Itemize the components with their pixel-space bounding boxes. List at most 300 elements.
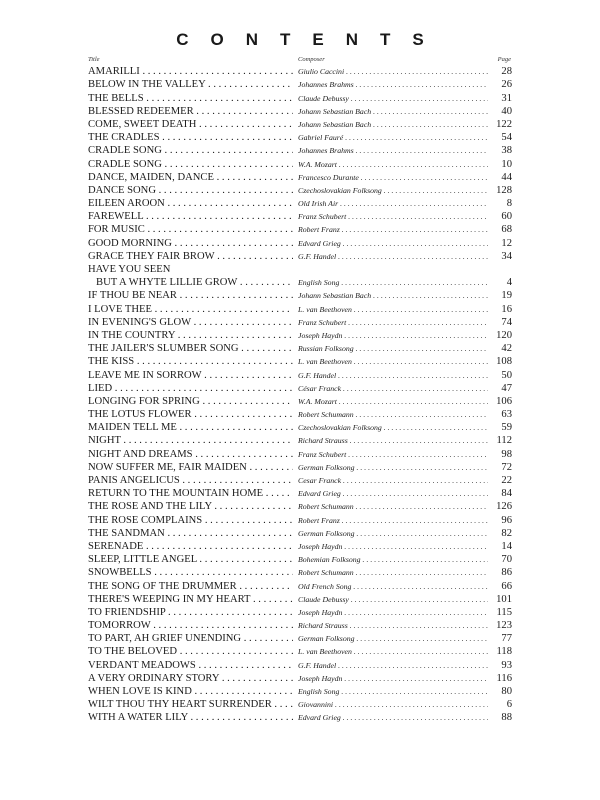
page-number: 54 — [501, 132, 512, 144]
list-item — [88, 185, 512, 198]
composer — [298, 93, 488, 105]
list-item — [88, 383, 512, 396]
song-title — [88, 79, 293, 91]
page-number: 19 — [501, 290, 512, 302]
song-title-text: GOOD MORNING — [88, 237, 172, 249]
song-title-text: WHEN LOVE IS KIND — [88, 686, 192, 698]
song-title-text: TO PART, AH GRIEF UNENDING — [88, 633, 242, 645]
list-item — [88, 198, 512, 211]
composer — [298, 290, 488, 302]
composer-text: Johannes Brahms — [298, 146, 354, 156]
song-title — [88, 449, 293, 461]
composer — [298, 528, 488, 540]
list-item — [88, 290, 512, 303]
song-title — [88, 633, 293, 645]
contents-list — [88, 66, 512, 725]
song-title-text: IF THOU BE NEAR — [88, 290, 177, 302]
composer — [298, 304, 488, 316]
composer-text: Russian Folksong — [298, 344, 354, 354]
composer-text: Franz Schubert — [298, 317, 347, 327]
song-title — [88, 660, 293, 672]
song-title-text: DANCE, MAIDEN, DANCE — [88, 171, 214, 183]
page-number: 6 — [506, 699, 512, 711]
song-title-text: THE JAILER'S SLUMBER SONG — [88, 343, 239, 355]
column-header-page: Page — [497, 56, 511, 63]
song-title-text: TOMORROW — [88, 620, 151, 632]
page-number: 126 — [496, 501, 512, 513]
song-title — [88, 343, 293, 355]
composer — [298, 462, 488, 474]
list-item — [88, 712, 512, 725]
composer — [298, 145, 488, 157]
composer — [298, 119, 488, 131]
song-title — [88, 554, 293, 566]
composer-text: Edvard Grieg — [298, 238, 341, 248]
composer — [298, 159, 488, 171]
page-number: 4 — [506, 277, 512, 289]
composer-text: Bohemian Folksong — [298, 555, 361, 565]
song-title — [88, 172, 293, 184]
composer — [298, 435, 488, 447]
list-item — [88, 686, 512, 699]
composer — [298, 515, 488, 527]
page-number: 123 — [496, 620, 512, 632]
column-header-title: Title — [88, 56, 100, 63]
song-title-text: NIGHT AND DREAMS — [88, 448, 193, 460]
composer-text: Robert Franz — [298, 225, 340, 235]
composer — [298, 356, 488, 368]
list-item — [88, 356, 512, 369]
song-title-text: NOW SUFFER ME, FAIR MAIDEN — [88, 461, 247, 473]
list-item — [88, 620, 512, 633]
song-title-line2-text: BUT A WHYTE LILLIE GROW — [96, 277, 238, 289]
composer — [298, 488, 488, 500]
page-number: 40 — [501, 105, 512, 117]
page-number: 106 — [496, 395, 512, 407]
list-item — [88, 92, 512, 105]
list-item — [88, 119, 512, 132]
composer-text: Robert Schumann — [298, 502, 354, 512]
composer — [298, 238, 488, 250]
song-title — [88, 422, 293, 434]
composer-text: Franz Schubert — [298, 449, 347, 459]
song-title-text: THE ROSE COMPLAINS — [88, 514, 203, 526]
composer-text: German Folksong — [298, 634, 355, 644]
page-number: 63 — [501, 409, 512, 421]
composer-text: W.A. Mozart — [298, 159, 337, 169]
song-title — [88, 699, 293, 711]
list-item — [88, 106, 512, 119]
composer — [298, 185, 488, 197]
composer-text: L. van Beethoven — [298, 304, 352, 314]
page-number: 47 — [501, 382, 512, 394]
composer — [298, 607, 488, 619]
list-item — [88, 475, 512, 488]
page-number: 34 — [501, 250, 512, 262]
composer-text: Giovannini — [298, 700, 334, 710]
song-title — [88, 238, 293, 250]
song-title-text: THE SANDMAN — [88, 527, 165, 539]
song-title — [88, 370, 293, 382]
list-item — [88, 172, 512, 185]
page-number: 116 — [496, 672, 512, 684]
composer-text: Old Irish Air — [298, 199, 339, 209]
composer — [298, 620, 488, 632]
composer-text: Richard Strauss — [298, 621, 348, 631]
composer-text: Cesar Franck — [298, 476, 342, 486]
list-item — [88, 699, 512, 712]
composer — [298, 66, 488, 78]
song-title-text: THE LOTUS FLOWER — [88, 409, 192, 421]
song-title — [88, 290, 293, 302]
list-item — [88, 567, 512, 580]
list-item — [88, 330, 512, 343]
composer — [298, 475, 488, 487]
list-item — [88, 396, 512, 409]
song-title-text: IN THE COUNTRY — [88, 329, 176, 341]
composer-text: L. van Beethoven — [298, 357, 352, 367]
list-item — [88, 501, 512, 514]
page-number: 122 — [496, 118, 512, 130]
song-title-text: VERDANT MEADOWS — [88, 659, 196, 671]
song-title — [88, 304, 293, 316]
list-item — [88, 264, 512, 290]
page-number: 12 — [501, 237, 512, 249]
composer — [298, 594, 488, 606]
song-title — [88, 541, 293, 553]
page-number: 66 — [501, 580, 512, 592]
song-title-text: DANCE SONG — [88, 184, 156, 196]
composer-text: Joseph Haydn — [298, 607, 343, 617]
song-title-text: THE KISS — [88, 356, 135, 368]
composer — [298, 211, 488, 223]
composer-text: Francesco Durante — [298, 172, 359, 182]
composer — [298, 581, 488, 593]
composer — [298, 686, 488, 698]
song-title-text: LONGING FOR SPRING — [88, 395, 200, 407]
composer — [298, 409, 488, 421]
list-item — [88, 145, 512, 158]
song-title — [88, 132, 293, 144]
list-item — [88, 607, 512, 620]
list-item — [88, 514, 512, 527]
page-number: 108 — [496, 356, 512, 368]
composer-text: English Song — [298, 278, 340, 288]
page-number: 93 — [501, 659, 512, 671]
page-number: 101 — [496, 593, 512, 605]
song-title-text: TO FRIENDSHIP — [88, 606, 166, 618]
song-title-text: RETURN TO THE MOUNTAIN HOME — [88, 488, 264, 500]
composer — [298, 317, 488, 329]
page-number: 10 — [501, 158, 512, 170]
page-number: 98 — [501, 448, 512, 460]
song-title — [88, 106, 293, 118]
composer-text: English Song — [298, 687, 340, 697]
song-title — [88, 462, 293, 474]
list-item — [88, 422, 512, 435]
composer — [298, 712, 488, 724]
page-number: 22 — [501, 475, 512, 487]
page-number: 60 — [501, 211, 512, 223]
song-title — [88, 581, 293, 593]
list-item — [88, 224, 512, 237]
song-title-text: COME, SWEET DEATH — [88, 118, 197, 130]
page-number: 118 — [496, 646, 512, 658]
composer-text: G.F. Handel — [298, 251, 337, 261]
song-title — [88, 712, 293, 724]
composer — [298, 172, 488, 184]
song-title — [88, 224, 293, 236]
page-number: 84 — [501, 488, 512, 500]
song-title — [88, 409, 293, 421]
page-number: 88 — [501, 712, 512, 724]
composer-text: Joseph Haydn — [298, 541, 343, 551]
composer-text: Old French Song — [298, 581, 352, 591]
list-item — [88, 409, 512, 422]
composer-text: Johann Sebastian Bach — [298, 291, 372, 301]
list-item — [88, 369, 512, 382]
page-number: 26 — [501, 79, 512, 91]
composer-text: W.A. Mozart — [298, 396, 337, 406]
composer — [298, 370, 488, 382]
composer-text: Robert Schumann — [298, 410, 354, 420]
page-number: 28 — [501, 66, 512, 78]
song-title — [88, 211, 293, 223]
song-title-line2 — [88, 276, 293, 289]
composer-text: Claude Debussy — [298, 93, 349, 103]
page-number: 96 — [501, 514, 512, 526]
page-number: 38 — [501, 145, 512, 157]
song-title — [88, 93, 293, 105]
song-title — [88, 317, 293, 329]
song-title — [88, 488, 293, 500]
composer-text: Joseph Haydn — [298, 673, 343, 683]
song-title — [88, 620, 293, 632]
composer — [298, 699, 488, 711]
page-number: 42 — [501, 343, 512, 355]
song-title — [88, 66, 293, 78]
composer — [298, 541, 488, 553]
song-title-text: WILT THOU THY HEART SURRENDER — [88, 699, 272, 711]
song-title-text: BELOW IN THE VALLEY — [88, 79, 206, 91]
page-number: 82 — [501, 527, 512, 539]
page-number: 115 — [496, 606, 512, 618]
list-item — [88, 158, 512, 171]
composer — [298, 277, 488, 289]
song-title — [88, 198, 293, 210]
page-number: 59 — [501, 422, 512, 434]
composer-text: Edvard Grieg — [298, 489, 341, 499]
composer-text: Johann Sebastian Bach — [298, 119, 372, 129]
song-title-text: MAIDEN TELL ME — [88, 422, 177, 434]
composer-text: Richard Strauss — [298, 436, 348, 446]
song-title-text: WITH A WATER LILY — [88, 712, 188, 724]
composer-text: Czechoslovakian Folksong — [298, 423, 382, 433]
song-title — [88, 330, 293, 342]
composer — [298, 343, 488, 355]
page-number: 31 — [501, 92, 512, 104]
song-title — [88, 673, 293, 685]
page-number: 50 — [501, 369, 512, 381]
song-title-text: THE SONG OF THE DRUMMER — [88, 580, 237, 592]
composer — [298, 396, 488, 408]
song-title-text: CRADLE SONG — [88, 145, 162, 157]
song-title-text: SERENADE — [88, 540, 144, 552]
song-title — [88, 515, 293, 527]
composer — [298, 79, 488, 91]
song-title-text: THERE'S WEEPING IN MY HEART — [88, 593, 251, 605]
composer-text: Johann Sebastian Bach — [298, 106, 372, 116]
composer — [298, 449, 488, 461]
column-header-composer: Composer — [298, 56, 325, 63]
composer — [298, 633, 488, 645]
list-item — [88, 211, 512, 224]
list-item — [88, 132, 512, 145]
song-title-text: I LOVE THEE — [88, 303, 152, 315]
page-number: 74 — [501, 316, 512, 328]
list-item — [88, 317, 512, 330]
page-number: 72 — [501, 461, 512, 473]
song-title — [88, 501, 293, 513]
composer — [298, 383, 488, 395]
composer-text: Claude Debussy — [298, 594, 349, 604]
song-title — [88, 686, 293, 698]
list-item — [88, 462, 512, 475]
song-title-text: GRACE THEY FAIR BROW — [88, 250, 215, 262]
composer — [298, 330, 488, 342]
song-title-text: IN EVENING'S GLOW — [88, 316, 191, 328]
song-title — [88, 251, 293, 263]
list-item — [88, 528, 512, 541]
song-title — [88, 646, 293, 658]
list-item — [88, 488, 512, 501]
list-item — [88, 594, 512, 607]
composer — [298, 673, 488, 685]
list-item — [88, 448, 512, 461]
composer-text: German Folksong — [298, 462, 355, 472]
composer-text: Gabriel Fauré — [298, 133, 344, 143]
song-title-text: TO THE BELOVED — [88, 646, 178, 658]
composer-text: Czechoslovakian Folksong — [298, 185, 382, 195]
song-title-text: EILEEN AROON — [88, 198, 165, 210]
composer — [298, 567, 488, 579]
song-title — [88, 383, 293, 395]
list-item — [88, 237, 512, 250]
composer — [298, 646, 488, 658]
composer-text: Robert Schumann — [298, 568, 354, 578]
composer — [298, 132, 488, 144]
list-item — [88, 79, 512, 92]
composer-text: German Folksong — [298, 528, 355, 538]
composer — [298, 198, 488, 210]
list-item — [88, 251, 512, 264]
song-title — [88, 607, 293, 619]
composer-text: G.F. Handel — [298, 370, 337, 380]
song-title-text: SNOWBELLS — [88, 567, 152, 579]
composer-text: Franz Schubert — [298, 212, 347, 222]
composer-text: Johannes Brahms — [298, 80, 354, 90]
composer-text: L. van Beethoven — [298, 647, 352, 657]
song-title-text: PANIS ANGELICUS — [88, 475, 180, 487]
page-number: 128 — [496, 184, 512, 196]
page-number: 120 — [496, 329, 512, 341]
composer-text: César Franck — [298, 383, 342, 393]
song-title-text: CRADLE SONG — [88, 158, 162, 170]
song-title — [88, 396, 293, 408]
song-title — [88, 594, 293, 606]
list-item — [88, 646, 512, 659]
page-number: 14 — [501, 540, 512, 552]
composer — [298, 422, 488, 434]
list-item — [88, 541, 512, 554]
composer-text: Edvard Grieg — [298, 713, 341, 723]
page-number: 86 — [501, 567, 512, 579]
song-title — [88, 475, 293, 487]
song-title-text: THE BELLS — [88, 92, 144, 104]
page-number: 16 — [501, 303, 512, 315]
song-title-text: LIED — [88, 382, 113, 394]
page-number: 68 — [501, 224, 512, 236]
song-title-text: LEAVE ME IN SORROW — [88, 369, 202, 381]
composer — [298, 106, 488, 118]
list-item — [88, 435, 512, 448]
page-number: 8 — [506, 198, 512, 210]
list-item — [88, 673, 512, 686]
list-item — [88, 554, 512, 567]
composer — [298, 224, 488, 236]
song-title-text: FOR MUSIC — [88, 224, 145, 236]
list-item — [88, 303, 512, 316]
page-number: 77 — [501, 633, 512, 645]
song-title — [88, 159, 293, 171]
song-title — [88, 356, 293, 368]
song-title — [88, 185, 293, 197]
song-title — [88, 263, 293, 289]
list-item — [88, 659, 512, 672]
list-item — [88, 66, 512, 79]
page-number: 80 — [501, 686, 512, 698]
composer — [298, 251, 488, 263]
composer-text: Joseph Haydn — [298, 330, 343, 340]
composer-text: Robert Franz — [298, 515, 340, 525]
song-title-line1: HAVE YOU SEEN — [88, 264, 171, 276]
composer-text: G.F. Handel — [298, 660, 337, 670]
page-title: CONTENTS — [176, 30, 446, 49]
page-number: 112 — [496, 435, 512, 447]
composer — [298, 554, 488, 566]
song-title-text: NIGHT — [88, 435, 121, 447]
page-number: 70 — [501, 554, 512, 566]
list-item — [88, 343, 512, 356]
song-title-text: AMARILLI — [88, 66, 140, 78]
song-title-text: A VERY ORDINARY STORY — [88, 672, 220, 684]
list-item — [88, 633, 512, 646]
song-title — [88, 119, 293, 131]
song-title — [88, 145, 293, 157]
composer — [298, 501, 488, 513]
composer-text: Giulio Caccini — [298, 67, 345, 77]
page-number: 44 — [501, 171, 512, 183]
song-title — [88, 435, 293, 447]
list-item — [88, 580, 512, 593]
composer — [298, 660, 488, 672]
song-title-text: THE CRADLES — [88, 132, 160, 144]
song-title-text: FAREWELL — [88, 211, 144, 223]
song-title — [88, 528, 293, 540]
song-title-text: SLEEP, LITTLE ANGEL — [88, 554, 197, 566]
song-title — [88, 567, 293, 579]
song-title-text: BLESSED REDEEMER — [88, 105, 194, 117]
